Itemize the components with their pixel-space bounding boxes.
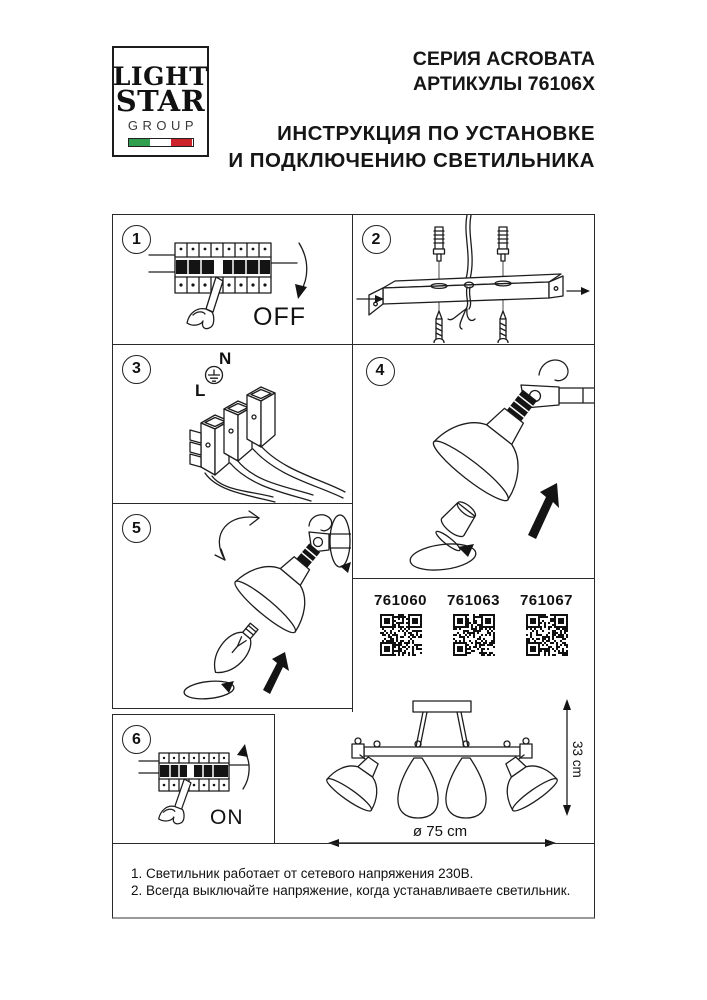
article-qr xyxy=(438,592,510,662)
step-number-text: 2 xyxy=(371,230,381,248)
ground-symbol-icon xyxy=(206,366,223,383)
step-number-text: 1 xyxy=(132,230,141,248)
step-4-panel xyxy=(352,344,596,580)
step-1-panel xyxy=(112,214,353,345)
chandelier-dimensions-diagram xyxy=(320,685,596,861)
article-number: 761060 xyxy=(373,592,428,609)
inner-shade xyxy=(398,758,438,818)
header-titles xyxy=(228,47,595,174)
step-5-panel xyxy=(112,503,353,709)
article-number: 761067 xyxy=(519,592,574,609)
instruction-title xyxy=(228,120,595,174)
line-label: L xyxy=(195,380,206,400)
article-number: 761063 xyxy=(446,592,501,609)
rotate-down-arrow-icon xyxy=(295,243,307,299)
diameter-dimension-label: ø 75 cm xyxy=(412,823,468,840)
flag-red-segment xyxy=(171,139,192,146)
step-number-text: 6 xyxy=(132,730,141,748)
article-qr xyxy=(365,592,437,662)
article-title: АРТИКУЛЫ 76106X xyxy=(413,73,595,95)
bulb-installation-illustration xyxy=(113,504,351,707)
instruction-line-2: И ПОДКЛЮЧЕНИЮ СВЕТИЛЬНИКА xyxy=(228,149,595,172)
step-number-text: 3 xyxy=(132,360,141,377)
rotate-ellipse-icon xyxy=(183,679,235,701)
instruction-line-1: ИНСТРУКЦИЯ ПО УСТАНОВКЕ xyxy=(277,122,595,145)
lightstar-logo xyxy=(112,46,209,157)
shade-assembly-illustration xyxy=(353,345,594,578)
logo-text-group: GROUP xyxy=(127,117,199,133)
mounting-bracket-illustration xyxy=(353,215,594,343)
inner-shade xyxy=(446,758,486,818)
up-arrow-icon xyxy=(528,483,559,539)
logo-text-light: LIGHT xyxy=(112,62,209,91)
flag-green-segment xyxy=(129,139,150,146)
step-number-text: 5 xyxy=(132,519,141,537)
hook-icon xyxy=(309,515,332,531)
screw-icon xyxy=(434,311,444,343)
rotate-ellipse-icon xyxy=(408,540,477,573)
socket-cup xyxy=(438,497,480,539)
logo-text-star: STAR xyxy=(115,84,206,118)
step-3-panel xyxy=(112,344,353,505)
qr-code xyxy=(525,613,569,657)
neutral-label: N xyxy=(219,348,232,368)
swivel-arrow-icon xyxy=(215,511,259,560)
push-arrow-icon xyxy=(567,287,590,295)
up-arrow-icon xyxy=(263,652,289,694)
note-2: 2. Всегда выключайте напряжение, когда устанавливаете светильник. xyxy=(131,883,571,898)
step-number-text: 4 xyxy=(375,362,385,379)
step-6-panel xyxy=(112,714,275,844)
series-title: СЕРИЯ ACROBATA xyxy=(412,48,595,70)
on-label: ON xyxy=(210,806,244,829)
circuit-breaker-on-illustration xyxy=(113,715,273,842)
screw-icon xyxy=(498,311,508,343)
flag-white-segment xyxy=(150,139,171,146)
candle-bulb-icon xyxy=(205,618,264,681)
qr-code xyxy=(452,613,496,657)
note-1: 1. Светильник работает от сетевого напряжения 230В. xyxy=(131,865,474,881)
step-2-panel xyxy=(352,214,596,345)
height-dimension-label: 33 cm xyxy=(570,741,585,778)
footer-notes xyxy=(112,843,595,919)
circuit-breaker-off-illustration xyxy=(113,215,354,346)
hook-icon xyxy=(539,360,568,381)
italian-flag-icon xyxy=(128,138,194,147)
rotate-ellipse-icon xyxy=(330,515,351,573)
qr-code xyxy=(379,613,423,657)
terminal-block-illustration xyxy=(113,345,354,503)
off-label: OFF xyxy=(253,303,306,331)
rotate-up-arrow-icon xyxy=(237,744,249,789)
article-qr xyxy=(511,592,583,662)
